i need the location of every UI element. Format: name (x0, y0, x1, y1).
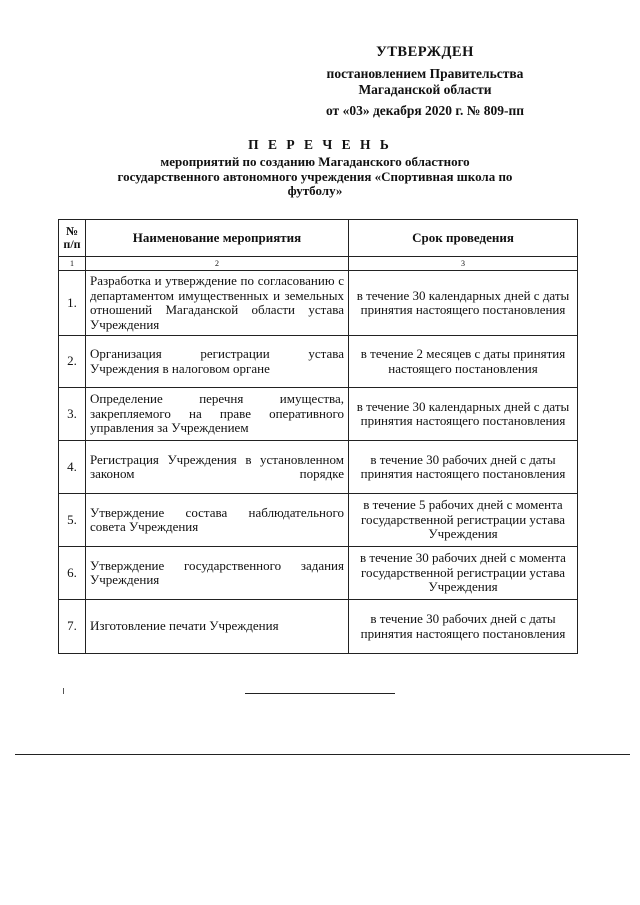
table-row (59, 271, 578, 336)
approval-line-2: Магаданской области (358, 82, 492, 97)
row-name: Разработка и утверждение по согласованию с департаментом имущественных и земельных отношений Магаданской области устава Учреждения (86, 271, 349, 336)
index-cell-1: 1 (59, 257, 86, 271)
row-term: в течение 5 рабочих дней с момента государственной регистрации устава Учреждения (349, 494, 578, 547)
table-index-row (59, 257, 578, 271)
row-num: 1. (59, 271, 86, 336)
bottom-rule (15, 754, 630, 755)
row-num: 2. (59, 336, 86, 388)
header-num: № п/п (59, 220, 86, 257)
margin-tick (63, 688, 64, 694)
measures-table (58, 219, 578, 654)
table-row (59, 494, 578, 547)
row-term: в течение 2 месяцев с даты принятия настоящего постановления (349, 336, 578, 388)
row-num: 4. (59, 441, 86, 494)
row-name: Регистрация Учреждения в установленном законом порядке (86, 441, 349, 494)
row-term: в течение 30 календарных дней с даты принятия настоящего постановления (349, 388, 578, 441)
approval-stamp (300, 44, 550, 119)
row-term: в течение 30 рабочих дней с момента государственной регистрации устава Учреждения (349, 547, 578, 600)
table-row (59, 441, 578, 494)
row-name: Утверждение состава наблюдательного совета Учреждения (86, 494, 349, 547)
row-name: Утверждение государственного задания Учреждения (86, 547, 349, 600)
index-cell-2: 2 (86, 257, 349, 271)
row-num: 3. (59, 388, 86, 441)
row-num: 6. (59, 547, 86, 600)
row-num: 7. (59, 600, 86, 654)
row-term: в течение 30 календарных дней с даты принятия настоящего постановления (349, 271, 578, 336)
closing-separator-line (245, 693, 395, 694)
approval-line-1: постановлением Правительства (326, 66, 524, 81)
row-term: в течение 30 рабочих дней с даты принятия настоящего постановления (349, 441, 578, 494)
row-term: в течение 30 рабочих дней с даты принятия настоящего постановления (349, 600, 578, 654)
row-name: Организация регистрации устава Учреждения в налоговом органе (86, 336, 349, 388)
table-row (59, 388, 578, 441)
index-cell-3: 3 (349, 257, 578, 271)
document-title: П Е Р Е Ч Е Н Ь (248, 137, 392, 152)
table-header-row (59, 220, 578, 257)
document-subtitle: мероприятий по созданию Магаданского областного государственного автономного учреждения «Спортивная школа по футболу» (117, 154, 513, 198)
header-name: Наименование мероприятия (86, 220, 349, 257)
table-row (59, 600, 578, 654)
row-num: 5. (59, 494, 86, 547)
table-row (59, 336, 578, 388)
row-name: Определение перечня имущества, закрепляемого на праве оперативного управления за Учреждением (86, 388, 349, 441)
approval-title: УТВЕРЖДЕН (376, 44, 474, 60)
header-term: Срок проведения (349, 220, 578, 257)
table-row (59, 547, 578, 600)
row-name: Изготовление печати Учреждения (86, 600, 349, 654)
approval-date-line: от «03» декабря 2020 г. № 809-пп (325, 103, 524, 118)
